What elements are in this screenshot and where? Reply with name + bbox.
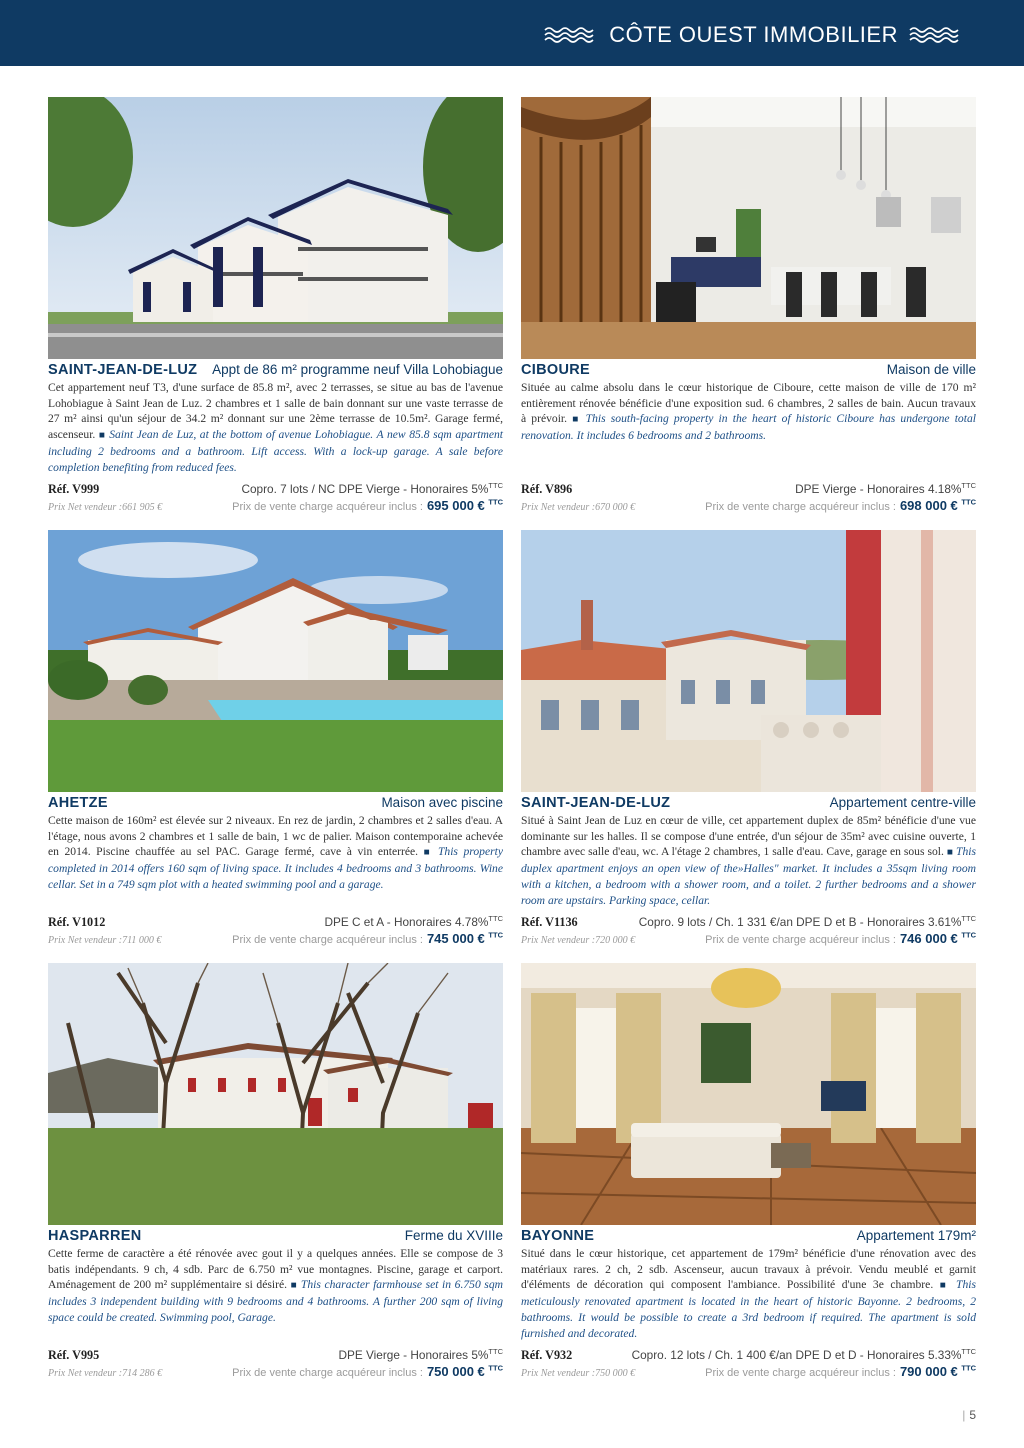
ttc-mark: TTC	[961, 930, 976, 940]
listing-info	[324, 914, 503, 929]
listing-price-row	[48, 930, 503, 946]
info-text: Copro. 7 lots / NC DPE Vierge - Honoraires 5%	[241, 481, 489, 496]
reference: Réf. V1136	[521, 914, 578, 929]
price-label: Prix de vente charge acquéreur inclus :	[705, 934, 896, 946]
bullet-icon: ■	[572, 414, 581, 426]
listing-city: SAINT-JEAN-DE-LUZ	[521, 795, 671, 811]
price-value: 746 000 €	[899, 931, 958, 946]
net-seller-price: Prix Net vendeur :720 000 €	[521, 935, 636, 946]
info-text: DPE Vierge - Honoraires 4.18%	[795, 481, 962, 496]
price-value: 745 000 €	[426, 931, 485, 946]
listing-ref-row	[521, 914, 976, 930]
price-label: Prix de vente charge acquéreur inclus :	[232, 501, 423, 513]
bullet-icon: ■	[939, 1280, 950, 1292]
ttc-mark: TTC	[488, 497, 503, 507]
listing-info	[338, 1347, 503, 1362]
listing-city: CIBOURE	[521, 362, 590, 378]
listing-description	[48, 1246, 503, 1326]
description-en: This character farmhouse set in 6.750 sqm includes 3 independent building with 9 bedrooms and 4 bathrooms. A further 200 sqm of living space could be created. Swimming pool, Garage.	[48, 1278, 503, 1324]
reference: Réf. V896	[521, 481, 573, 496]
listing-header	[521, 1228, 976, 1246]
listing-header	[48, 1228, 503, 1246]
listing-type: Ferme du XVIIIe	[404, 1228, 503, 1243]
reference: Réf. V1012	[48, 914, 106, 929]
ttc-mark: TTC	[488, 1347, 503, 1356]
listing-info	[632, 1347, 976, 1362]
listing-price-row	[48, 1363, 503, 1379]
ttc-mark: TTC	[488, 914, 503, 923]
price	[427, 498, 503, 513]
listing-header	[48, 795, 503, 813]
property-photo[interactable]	[521, 530, 976, 792]
bullet-icon: ■	[423, 847, 433, 859]
listing-city: AHETZE	[48, 795, 108, 811]
bullet-icon: ■	[98, 430, 106, 442]
listing-description	[521, 1246, 976, 1341]
price-value: 695 000 €	[426, 498, 485, 513]
price	[427, 1364, 503, 1379]
price-block	[232, 1363, 503, 1381]
ttc-mark: TTC	[488, 481, 503, 490]
listing-price-row	[521, 1363, 976, 1379]
description-fr: Cette ferme de caractère a été rénovée avec gout il y a quelques années. Elle se compose de 3 batis indépendants. 9 ch, 4 sdb. Parc de 6.750 m² vue montagnes. Piscine, garage et carport. Aménagement de 200 m² supplémentaire si désiré.	[48, 1247, 503, 1292]
listing-ref-row	[521, 1347, 976, 1363]
info-text: DPE C et A - Honoraires 4.78%	[324, 914, 489, 929]
listing-ref-row	[48, 1347, 503, 1363]
description-fr: Cet appartement neuf T3, d'une surface de 85.8 m², avec 2 terrasses, se situe au bas de l'avenue Lohobiague à Saint Jean de Luz. 2 chambres et 1 salle de bain donnant sur une vaste terrasse de 27 m² ainsi qu'un séjour de 34.2 m² donnant sur une 2ème terrasse de 10.5m². Garage fermé, ascenseur.	[48, 381, 503, 442]
listing-description	[521, 813, 976, 908]
net-seller-price: Prix Net vendeur :750 000 €	[521, 1368, 636, 1379]
listing-price-row	[521, 497, 976, 513]
price-value: 698 000 €	[899, 498, 958, 513]
listing-header	[521, 795, 976, 813]
description-en: This property completed in 2014 offers 160 sqm of living space. It includes 4 bedrooms and 3 bathrooms. Wine cellar. Set in a 749 sqm plot with a heated swimming pool and a garage.	[48, 845, 503, 891]
property-photo[interactable]	[48, 963, 503, 1225]
description-fr: Situé dans le cœur historique, cet appartement de 179m² bénéficie d'une rénovation avec des matériaux rares. 2 ch, 2 sdb. Ascenseur, aucun travaux à prévoir. Vendu meublé et garnit d'éléments de décoration qui composent l'ambiance. Possibilité d'une 3e chambre.	[521, 1247, 976, 1292]
price-label: Prix de vente charge acquéreur inclus :	[705, 1367, 896, 1379]
info-text: Copro. 9 lots / Ch. 1 331 €/an DPE D et B - Honoraires 3.61%	[638, 914, 962, 929]
description-en: This meticulously renovated apartment is located in the heart of historic Bayonne. 2 bedrooms, 2 bathrooms. It would be possible to create a 3rd bedroom if required. The apartment is sold furnished and decorated.	[521, 1278, 976, 1340]
brand[interactable]	[543, 20, 964, 50]
listing-info	[241, 481, 503, 496]
listing-city: SAINT-JEAN-DE-LUZ	[48, 362, 198, 378]
price-block	[232, 930, 503, 948]
price	[427, 931, 503, 946]
info-text: Copro. 12 lots / Ch. 1 400 €/an DPE D et D - Honoraires 5.33%	[631, 1347, 962, 1362]
ttc-mark: TTC	[488, 1363, 503, 1373]
ttc-mark: TTC	[961, 1347, 976, 1356]
listing-price-row	[48, 497, 503, 513]
listing-info	[639, 914, 976, 929]
header-bar	[0, 0, 1024, 66]
listing-type: Appartement centre-ville	[829, 795, 976, 810]
description-fr: Cette maison de 160m² est élevée sur 2 niveaux. En rez de jardin, 2 chambres et 2 salles d'eau. A l'étage, nous avons 2 chambres et 1 salle de bain, 1 wc de palier. Maison contemporaine achevée en 2014. Piscine chauffée au sel PAC. Garage fermé, cave à vin enterrée.	[48, 814, 503, 859]
description-en: Saint Jean de Luz, at the bottom of avenue Lohobiague. A new 85.8 sqm apartment including 2 bedrooms and a bathroom. Lift access. With a lock-up garage. A sale before completion benefiting from reduced fees.	[48, 428, 503, 474]
description-en: This duplex apartment enjoys an open view of the»Halles" market. It includes a 35sqm living room with a kitchen, a bedroom with a shower room, and a toilet. 2 further bedrooms and a shower room are upstairs. Parking space, cellar.	[521, 845, 976, 907]
ttc-mark: TTC	[488, 930, 503, 940]
ttc-mark: TTC	[961, 1363, 976, 1373]
reference: Réf. V932	[521, 1347, 573, 1362]
price	[900, 1364, 976, 1379]
net-seller-price: Prix Net vendeur :670 000 €	[521, 502, 636, 513]
bullet-icon: ■	[946, 847, 954, 859]
page-number-value: 5	[969, 1408, 976, 1422]
price	[900, 931, 976, 946]
listing-header	[48, 362, 503, 380]
listing-description	[48, 380, 503, 475]
listing-ref-row	[48, 914, 503, 930]
wave-icon	[908, 25, 964, 45]
ttc-mark: TTC	[961, 497, 976, 507]
listing-type: Appt de 86 m² programme neuf Villa Lohobiague	[212, 362, 503, 377]
description-fr: Situé à Saint Jean de Luz en cœur de ville, cet appartement duplex de 85m² bénéficie d'une vue dominante sur les halles. Il se compose d'une entrée, d'un séjour de 35m² avec cuisine ouverte, 1 chambre avec salle d'eau, wc. A l'étage 2 chambres, 1 salle d'eau. Cave, garage en sous sol.	[521, 814, 976, 859]
price-block	[705, 1363, 976, 1381]
property-photo[interactable]	[48, 97, 503, 359]
ttc-mark: TTC	[961, 914, 976, 923]
ttc-mark: TTC	[961, 481, 976, 490]
price-value: 750 000 €	[426, 1364, 485, 1379]
page-number: | 5	[962, 1408, 976, 1422]
price-block	[705, 930, 976, 948]
listing-description	[48, 813, 503, 893]
listing-type: Appartement 179m²	[856, 1228, 976, 1243]
listing-city: BAYONNE	[521, 1228, 595, 1244]
listing-ref-row	[521, 481, 976, 497]
price-label: Prix de vente charge acquéreur inclus :	[705, 501, 896, 513]
listing-info	[795, 481, 976, 496]
property-photo[interactable]	[521, 963, 976, 1225]
listing-ref-row	[48, 481, 503, 497]
brand-name: CÔTE OUEST IMMOBILIER	[609, 22, 898, 47]
price-value: 790 000 €	[899, 1364, 958, 1379]
wave-icon	[543, 25, 599, 45]
description-fr: Située au calme absolu dans le cœur historique de Ciboure, cette maison de ville de 170 m² entièrement rénovée bénéficie d'une exposition sud. 6 chambres, 2 salles de bain. Aucun travaux à prévoir.	[521, 381, 976, 426]
description-en: This south-facing property in the heart of historic Ciboure has undergone total renovation. It includes 6 bedrooms and 2 bathrooms.	[521, 412, 976, 443]
listing-type: Maison de ville	[886, 362, 976, 377]
net-seller-price: Prix Net vendeur :711 000 €	[48, 935, 162, 946]
listing-price-row	[521, 930, 976, 946]
price-block	[705, 497, 976, 515]
net-seller-price: Prix Net vendeur :661 905 €	[48, 502, 163, 513]
listing-header	[521, 362, 976, 380]
listing-description	[521, 380, 976, 444]
price-block	[232, 497, 503, 515]
reference: Réf. V995	[48, 1347, 100, 1362]
bullet-icon: ■	[290, 1280, 298, 1292]
listing-type: Maison avec piscine	[381, 795, 503, 810]
listing-city: HASPARREN	[48, 1228, 142, 1244]
price-label: Prix de vente charge acquéreur inclus :	[232, 934, 423, 946]
info-text: DPE Vierge - Honoraires 5%	[338, 1347, 489, 1362]
net-seller-price: Prix Net vendeur :714 286 €	[48, 1368, 163, 1379]
price	[900, 498, 976, 513]
property-photo[interactable]	[48, 530, 503, 792]
price-label: Prix de vente charge acquéreur inclus :	[232, 1367, 423, 1379]
reference: Réf. V999	[48, 481, 100, 496]
property-photo[interactable]	[521, 97, 976, 359]
